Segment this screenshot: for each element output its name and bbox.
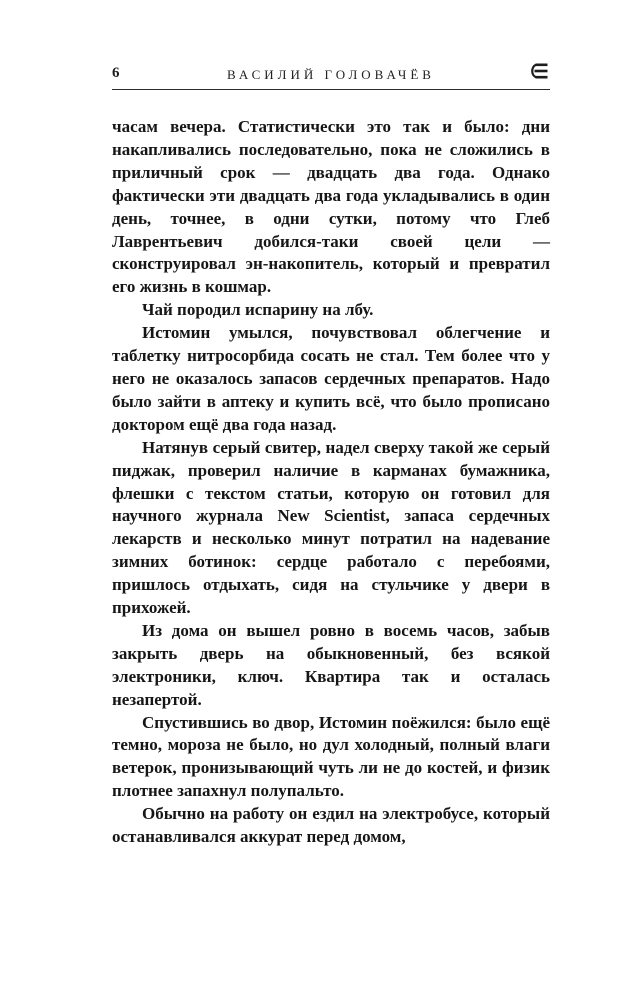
running-header-title: ВАСИЛИЙ ГОЛОВАЧЁВ bbox=[227, 67, 435, 82]
paragraph: Истомин умылся, почувствовал облегчение и таблетку нитросорбида сосать не стал. Тем более что у него не оказалось запасов сердечных препаратов. Надо было зайти в аптеку и купить всё, что было прописано доктором ещё два года назад. bbox=[112, 323, 550, 434]
page-header bbox=[112, 62, 550, 90]
paragraph: часам вечера. Статистически это так и было: дни накапливались последовательно, пока не сложились в приличный срок — двадцать два года. Однако фактически эти двадцать два года укладывались в один день, точнее, в одни сутки, потому что Глеб Лаврентьевич добился-таки своей цели — сконструировал эн-накопитель, который и превратил его жизнь в кошмар. bbox=[112, 117, 550, 297]
paragraph: Обычно на работу он ездил на электробусе, который останавливался аккурат перед домом, bbox=[112, 804, 550, 847]
paragraph: Из дома он вышел ровно в восемь часов, забыв закрыть дверь на обыкновенный, без всякой электроники, ключ. Квартира так и осталась незапертой. bbox=[112, 620, 550, 709]
page-number: 6 bbox=[112, 65, 120, 81]
paragraph: Чай породил испарину на лбу. bbox=[142, 300, 374, 320]
body-text bbox=[112, 116, 550, 849]
paragraph: Спустившись во двор, Истомин поёжился: было ещё темно, мороза не было, но дул холодный, полный влаги ветерок, пронизывающий чуть ли не до костей, и физик плотнее запахнул полупальто. bbox=[112, 712, 550, 801]
paragraph: Натянув серый свитер, надел сверху такой же серый пиджак, проверил наличие в карманах бумажника, флешки с текстом статьи, которую он готовил для научного журнала New Scientist, запаса сердечных лекарств и несколько минут потратил на надевание зимних ботинок: сердце работало с перебоями, пришлось отдыхать, сидя на стульчике у двери в прихожей. bbox=[112, 437, 550, 618]
